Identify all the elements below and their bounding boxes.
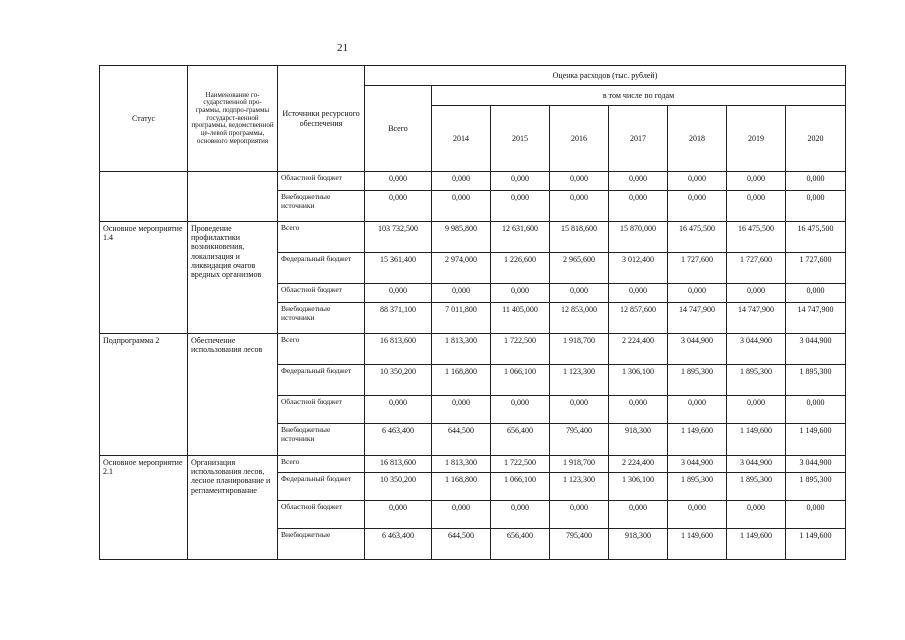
year-value-cell: 2 974,000 [432, 253, 491, 284]
year-value-cell: 3 012,400 [609, 253, 668, 284]
year-value-cell: 7 011,800 [432, 303, 491, 334]
year-value-cell: 644,500 [432, 529, 491, 560]
funding-source-cell: Федеральный бюджет [278, 253, 365, 284]
year-value-cell: 1 727,600 [668, 253, 727, 284]
table-body [100, 172, 846, 560]
status-cell: Подпрограмма 2 [100, 334, 188, 456]
year-value-cell: 0,000 [668, 172, 727, 191]
year-value-cell: 0,000 [432, 191, 491, 222]
year-value-cell: 9 985,800 [432, 222, 491, 253]
year-value-cell: 1 722,500 [491, 334, 550, 365]
year-value-cell: 0,000 [491, 172, 550, 191]
funding-source-cell: Внебюджетные источники [278, 191, 365, 222]
year-value-cell: 1 168,800 [432, 365, 491, 396]
year-value-cell: 3 044,900 [668, 456, 727, 473]
year-value-cell: 656,400 [491, 529, 550, 560]
year-value-cell: 0,000 [609, 396, 668, 424]
year-value-cell: 795,400 [550, 424, 609, 456]
year-value-cell: 0,000 [432, 284, 491, 303]
header-by-years: в том числе по годам [432, 86, 846, 106]
year-value-cell: 0,000 [609, 501, 668, 529]
year-value-cell: 1 306,100 [609, 365, 668, 396]
header-status: Статус [100, 66, 188, 172]
year-value-cell: 0,000 [786, 396, 846, 424]
year-value-cell: 0,000 [668, 191, 727, 222]
year-value-cell: 0,000 [432, 396, 491, 424]
expenditure-table [99, 65, 846, 560]
program-name-cell [188, 172, 278, 222]
year-value-cell: 1 149,600 [668, 529, 727, 560]
year-value-cell: 0,000 [609, 191, 668, 222]
year-value-cell: 1 895,300 [786, 365, 846, 396]
total-value-cell: 88 371,100 [365, 303, 432, 334]
year-value-cell: 1 123,300 [550, 473, 609, 501]
total-value-cell: 6 463,400 [365, 424, 432, 456]
header-year: 2018 [668, 106, 727, 172]
status-cell: Основное мероприятие 2.1 [100, 456, 188, 560]
program-name-cell: Проведение профилактики возникновения, локализация и ликвидация очагов вредных организмов [188, 222, 278, 334]
header-year: 2014 [432, 106, 491, 172]
year-value-cell: 1 123,300 [550, 365, 609, 396]
header-year: 2019 [727, 106, 786, 172]
year-value-cell: 3 044,900 [668, 334, 727, 365]
year-value-cell: 0,000 [491, 284, 550, 303]
year-value-cell: 3 044,900 [786, 456, 846, 473]
year-value-cell: 1 895,300 [727, 365, 786, 396]
year-value-cell: 14 747,900 [668, 303, 727, 334]
program-name-cell: Обеспечение использования лесов [188, 334, 278, 456]
funding-source-cell: Областной бюджет [278, 396, 365, 424]
year-value-cell: 0,000 [609, 284, 668, 303]
year-value-cell: 3 044,900 [786, 334, 846, 365]
year-value-cell: 644,500 [432, 424, 491, 456]
funding-source-cell: Областной бюджет [278, 501, 365, 529]
year-value-cell: 0,000 [727, 284, 786, 303]
year-value-cell: 12 857,600 [609, 303, 668, 334]
year-value-cell: 3 044,900 [727, 456, 786, 473]
year-value-cell: 16 475,500 [727, 222, 786, 253]
year-value-cell: 1 895,300 [727, 473, 786, 501]
year-value-cell: 1 168,800 [432, 473, 491, 501]
status-cell [100, 172, 188, 222]
year-value-cell: 12 853,000 [550, 303, 609, 334]
year-value-cell: 1 149,600 [786, 529, 846, 560]
year-value-cell: 0,000 [727, 396, 786, 424]
year-value-cell: 0,000 [432, 172, 491, 191]
year-value-cell: 1 813,300 [432, 456, 491, 473]
year-value-cell: 0,000 [550, 284, 609, 303]
year-value-cell: 12 631,600 [491, 222, 550, 253]
funding-source-cell: Всего [278, 222, 365, 253]
year-value-cell: 1 066,100 [491, 473, 550, 501]
year-value-cell: 14 747,900 [786, 303, 846, 334]
year-value-cell: 1 918,700 [550, 456, 609, 473]
total-value-cell: 0,000 [365, 191, 432, 222]
year-value-cell: 16 475,500 [786, 222, 846, 253]
funding-source-cell: Федеральный бюджет [278, 365, 365, 396]
header-year: 2016 [550, 106, 609, 172]
year-value-cell: 0,000 [432, 501, 491, 529]
total-value-cell: 10 350,200 [365, 365, 432, 396]
total-value-cell: 0,000 [365, 396, 432, 424]
year-value-cell: 0,000 [727, 172, 786, 191]
year-value-cell: 0,000 [550, 501, 609, 529]
total-value-cell: 0,000 [365, 172, 432, 191]
year-value-cell: 1 727,600 [727, 253, 786, 284]
funding-source-cell: Внебюджетные источники [278, 424, 365, 456]
funding-source-cell: Всего [278, 456, 365, 473]
year-value-cell: 1 149,600 [786, 424, 846, 456]
program-name-cell: Организация использования лесов, лесное планирование и регламентирование [188, 456, 278, 560]
total-value-cell: 6 463,400 [365, 529, 432, 560]
year-value-cell: 1 727,600 [786, 253, 846, 284]
table-row [100, 456, 846, 473]
year-value-cell: 0,000 [668, 396, 727, 424]
status-cell: Основное мероприятие 1.4 [100, 222, 188, 334]
total-value-cell: 0,000 [365, 501, 432, 529]
total-value-cell: 16 813,600 [365, 456, 432, 473]
funding-source-cell: Всего [278, 334, 365, 365]
year-value-cell: 918,300 [609, 529, 668, 560]
year-value-cell: 1 895,300 [668, 473, 727, 501]
year-value-cell: 1 918,700 [550, 334, 609, 365]
funding-source-cell: Внебюджетные источники [278, 303, 365, 334]
funding-source-cell: Областной бюджет [278, 284, 365, 303]
year-value-cell: 14 747,900 [727, 303, 786, 334]
table-row [100, 334, 846, 365]
year-value-cell: 0,000 [491, 396, 550, 424]
header-year: 2015 [491, 106, 550, 172]
header-cost-estimate: Оценка расходов (тыс. рублей) [365, 66, 846, 86]
year-value-cell: 0,000 [609, 172, 668, 191]
year-value-cell: 0,000 [491, 501, 550, 529]
header-program-name: Наименование го-сударственной про-граммы, подпро-граммы государст-венной программы, ведомственной це-левой программы, основного мероприятия [188, 66, 278, 172]
year-value-cell: 1 895,300 [786, 473, 846, 501]
year-value-cell: 16 475,500 [668, 222, 727, 253]
year-value-cell: 1 149,600 [668, 424, 727, 456]
year-value-cell: 1 722,500 [491, 456, 550, 473]
table-row [100, 172, 846, 191]
total-value-cell: 10 350,200 [365, 473, 432, 501]
year-value-cell: 0,000 [550, 191, 609, 222]
header-sources: Источники ресурсного обеспечения [278, 66, 365, 172]
year-value-cell: 918,300 [609, 424, 668, 456]
year-value-cell: 0,000 [668, 284, 727, 303]
year-value-cell: 0,000 [491, 191, 550, 222]
year-value-cell: 2 224,400 [609, 334, 668, 365]
year-value-cell: 3 044,900 [727, 334, 786, 365]
funding-source-cell: Федеральный бюджет [278, 473, 365, 501]
table-row [100, 222, 846, 253]
year-value-cell: 656,400 [491, 424, 550, 456]
total-value-cell: 0,000 [365, 284, 432, 303]
year-value-cell: 795,400 [550, 529, 609, 560]
year-value-cell: 15 870,000 [609, 222, 668, 253]
year-value-cell: 2 224,400 [609, 456, 668, 473]
year-value-cell: 11 405,000 [491, 303, 550, 334]
year-value-cell: 0,000 [786, 172, 846, 191]
year-value-cell: 1 066,100 [491, 365, 550, 396]
header-total: Всего [365, 86, 432, 172]
year-value-cell: 0,000 [786, 284, 846, 303]
year-value-cell: 0,000 [727, 191, 786, 222]
total-value-cell: 103 732,500 [365, 222, 432, 253]
year-value-cell: 1 895,300 [668, 365, 727, 396]
year-value-cell: 0,000 [668, 501, 727, 529]
year-value-cell: 1 149,600 [727, 529, 786, 560]
funding-source-cell: Внебюджетные [278, 529, 365, 560]
page-number: 21 [337, 42, 348, 54]
year-value-cell: 1 306,100 [609, 473, 668, 501]
year-value-cell: 0,000 [786, 191, 846, 222]
header-year: 2017 [609, 106, 668, 172]
year-value-cell: 1 149,600 [727, 424, 786, 456]
total-value-cell: 15 361,400 [365, 253, 432, 284]
year-value-cell: 0,000 [786, 501, 846, 529]
year-value-cell: 15 818,600 [550, 222, 609, 253]
year-value-cell: 2 965,600 [550, 253, 609, 284]
year-value-cell: 0,000 [550, 396, 609, 424]
funding-source-cell: Областной бюджет [278, 172, 365, 191]
header-year: 2020 [786, 106, 846, 172]
year-value-cell: 0,000 [550, 172, 609, 191]
year-value-cell: 0,000 [727, 501, 786, 529]
year-value-cell: 1 226,600 [491, 253, 550, 284]
total-value-cell: 16 813,600 [365, 334, 432, 365]
year-value-cell: 1 813,300 [432, 334, 491, 365]
